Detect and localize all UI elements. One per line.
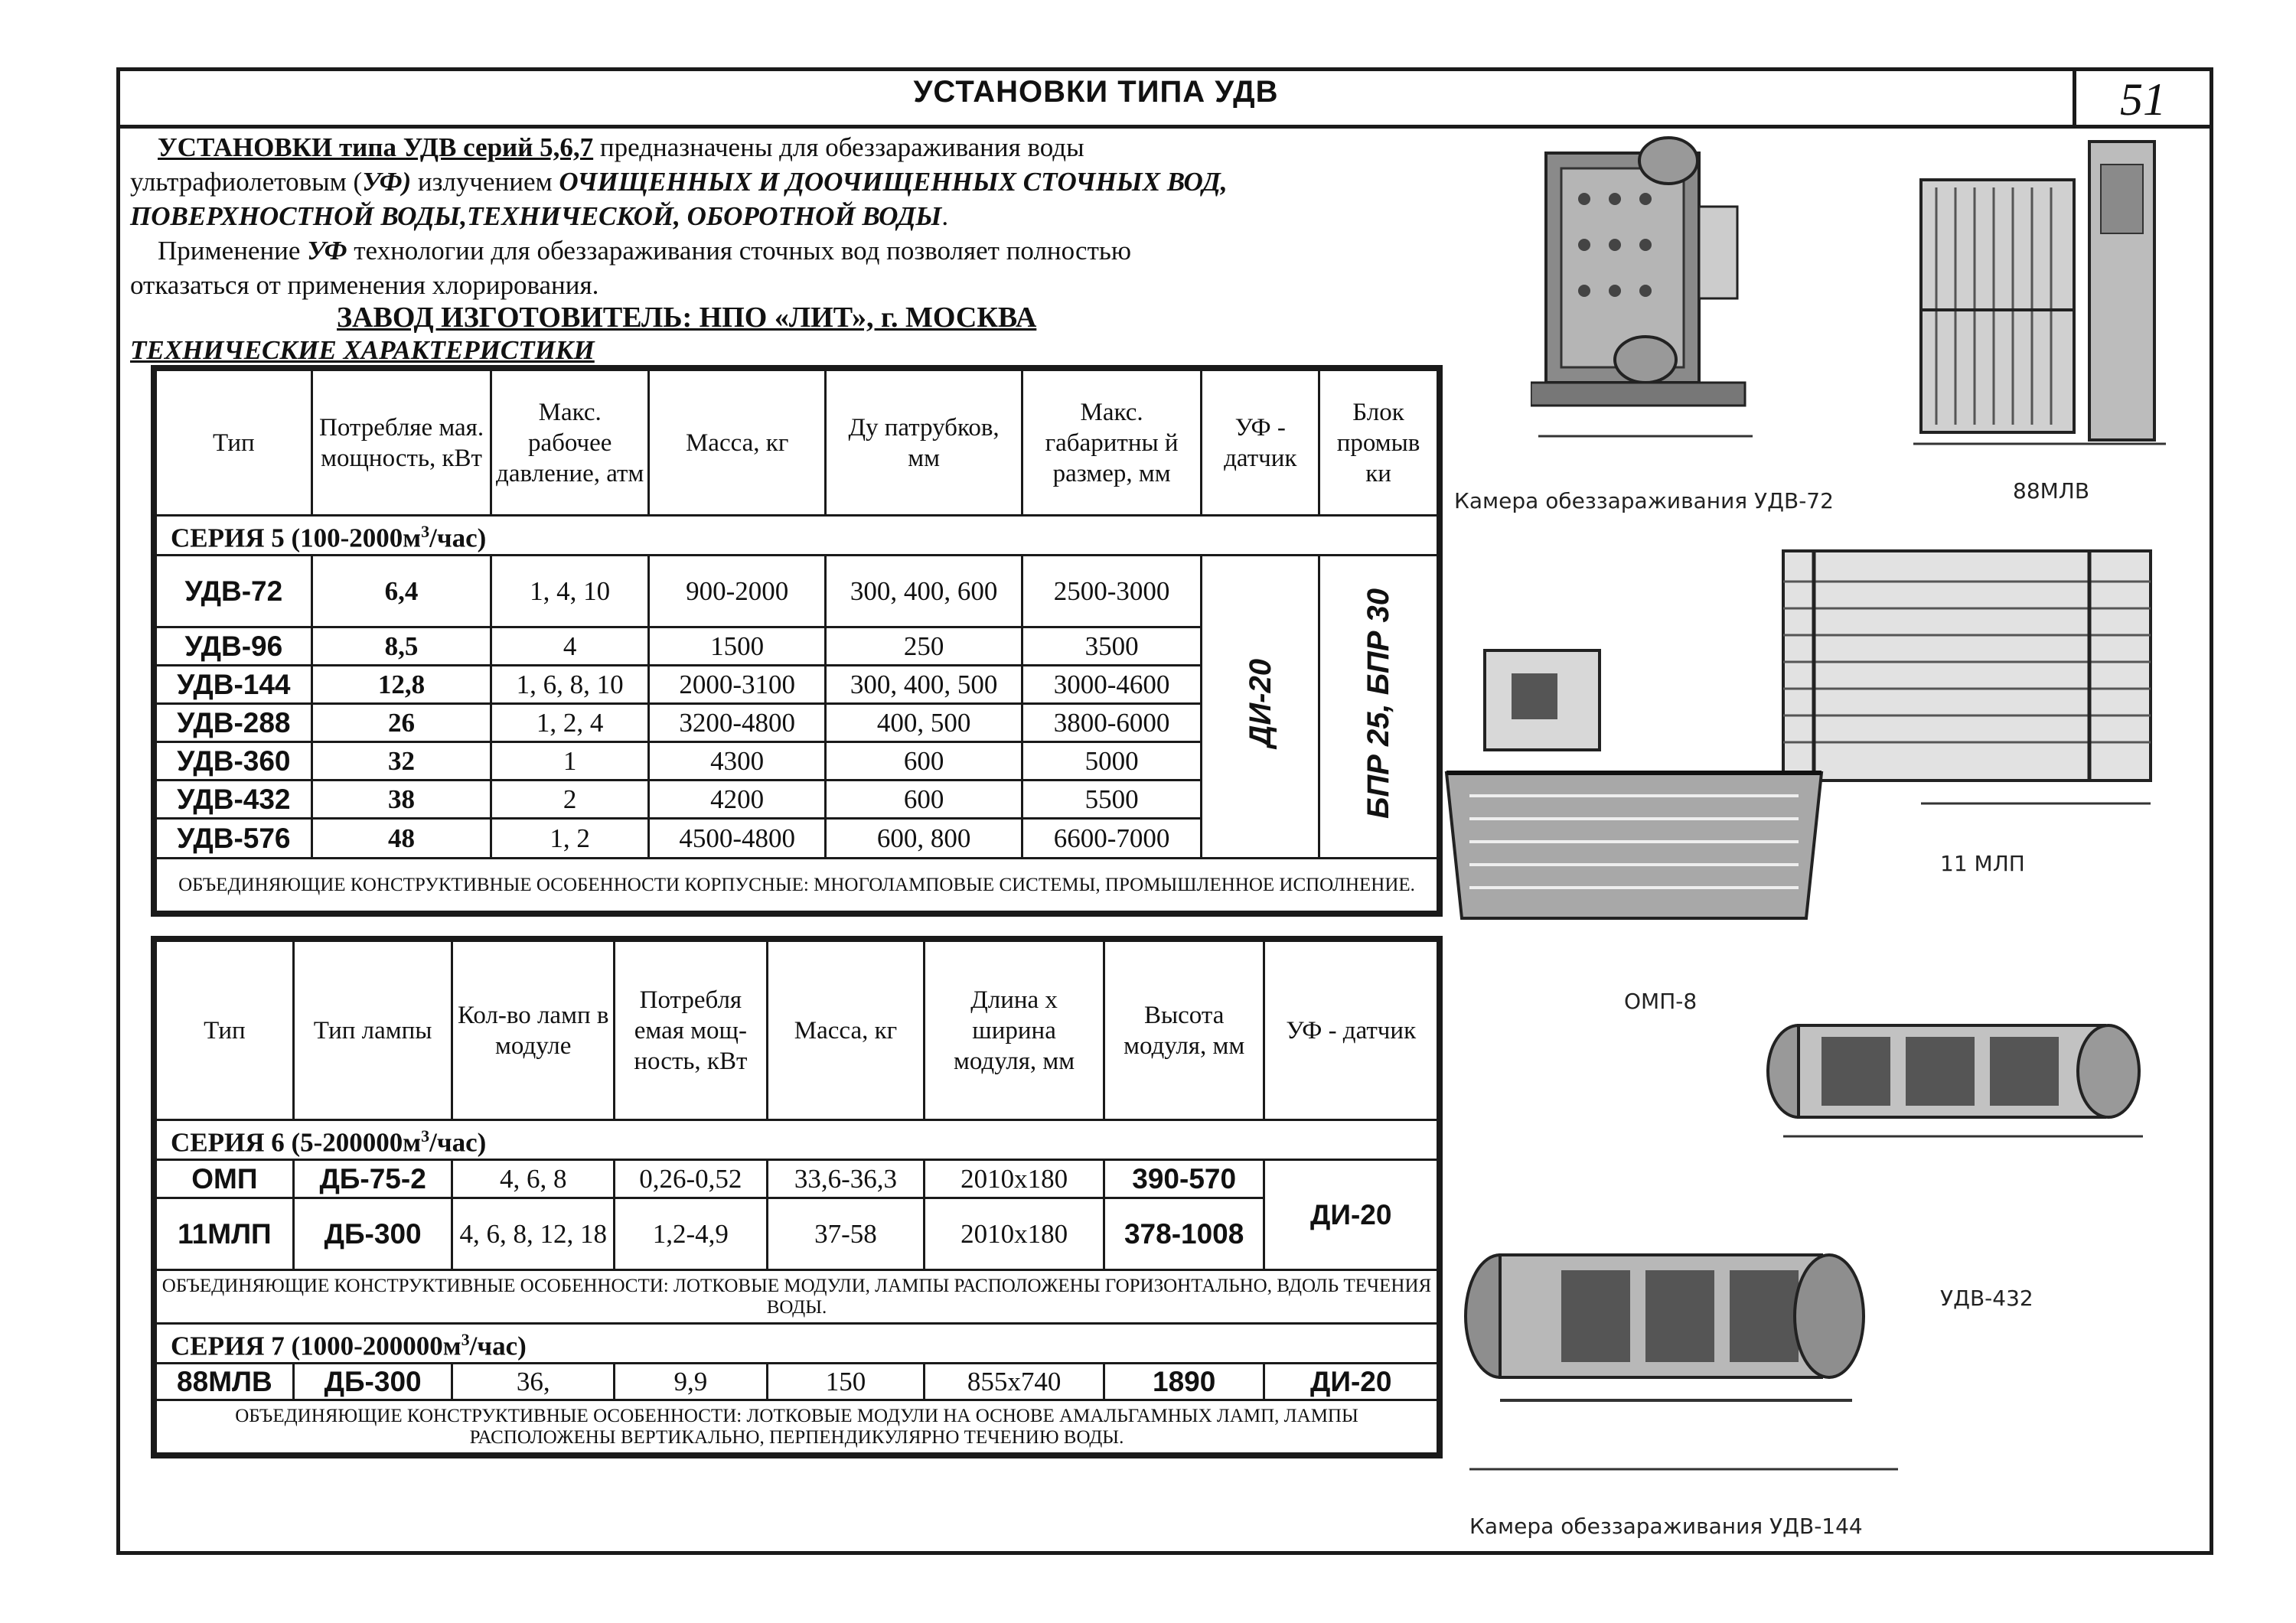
series6-sup: 3 <box>421 1126 430 1146</box>
t2-header: Кол-во ламп в модуле <box>452 941 615 1120</box>
cell-type: 88МЛВ <box>156 1364 294 1400</box>
cell-wash-unit <box>1319 556 1438 859</box>
cell-size: 3500 <box>1022 627 1202 666</box>
cell-power: 26 <box>311 704 491 742</box>
cell-power: 1,2-4,9 <box>614 1198 767 1270</box>
cell-pressure: 1, 6, 8, 10 <box>491 666 649 704</box>
cell-pressure: 1, 4, 10 <box>491 556 649 627</box>
cell-power: 8,5 <box>311 627 491 666</box>
cell-lamp-type: ДБ-75-2 <box>293 1160 452 1198</box>
table-row <box>156 1198 1438 1270</box>
cell-mass: 2000-3100 <box>649 666 826 704</box>
t1-header: Потребляе мая. мощность, кВт <box>311 370 491 516</box>
intro-text-c: излучением <box>411 167 559 197</box>
intro-end: . <box>941 201 949 231</box>
intro-emph-1: ОЧИЩЕННЫХ И ДООЧИЩЕННЫХ СТОЧНЫХ ВОД, <box>559 167 1228 197</box>
cell-mass: 4200 <box>649 781 826 819</box>
cell-type: УДВ-288 <box>156 704 312 742</box>
t1-header: Тип <box>156 370 312 516</box>
series5-sup: 3 <box>421 522 430 542</box>
cell-type: УДВ-576 <box>156 819 312 859</box>
cell-type: УДВ-96 <box>156 627 312 666</box>
photo-udv432 <box>1760 995 2158 1148</box>
page-title: УСТАНОВКИ ТИПА УДВ <box>913 75 1279 109</box>
tech-specs-heading: ТЕХНИЧЕСКИЕ ХАРАКТЕРИСТИКИ <box>130 335 595 365</box>
cell-du: 300, 400, 500 <box>826 666 1022 704</box>
intro-p2-b: технологии для обеззараживания сточных вод позволяет полностью <box>347 236 1131 266</box>
intro-text-a: предназначены для обеззараживания воды <box>593 132 1084 162</box>
cell-power: 9,9 <box>614 1364 767 1400</box>
cell-mass: 900-2000 <box>649 556 826 627</box>
series5-label-text: СЕРИЯ 5 (100-2000м <box>171 523 422 553</box>
cell-sensor: ДИ-20 <box>1264 1160 1438 1270</box>
cell-type: УДВ-360 <box>156 742 312 781</box>
cell-module-size: 2010x180 <box>925 1160 1104 1198</box>
cell-size: 2500-3000 <box>1022 556 1202 627</box>
cell-size: 5000 <box>1022 742 1202 781</box>
cell-power: 48 <box>311 819 491 859</box>
t2-header: Длина х ширина модуля, мм <box>925 941 1104 1120</box>
t2-header: Тип лампы <box>293 941 452 1120</box>
cell-module-size: 2010x180 <box>925 1198 1104 1270</box>
t2-header: Потребля емая мощ- ность, кВт <box>614 941 767 1120</box>
cell-sensor: ДИ-20 <box>1264 1364 1438 1400</box>
t1-header: Макс. габаритны й размер, мм <box>1022 370 1202 516</box>
cell-du: 600 <box>826 742 1022 781</box>
cell-module-size: 855x740 <box>925 1364 1104 1400</box>
photo-omp8 <box>1439 643 1837 949</box>
t2-header: Масса, кг <box>767 941 925 1120</box>
cell-pressure: 1, 2, 4 <box>491 704 649 742</box>
table1-header-row <box>156 370 1438 516</box>
cell-du: 600 <box>826 781 1022 819</box>
series5-label <box>156 516 1438 556</box>
cell-lamp-count: 4, 6, 8, 12, 18 <box>452 1198 615 1270</box>
cell-mass: 37-58 <box>767 1198 925 1270</box>
caption-11mlp: 11 МЛП <box>1940 851 2025 876</box>
cell-mass: 4500-4800 <box>649 819 826 859</box>
cell-size: 5500 <box>1022 781 1202 819</box>
photo-88mlv <box>1913 134 2166 448</box>
cell-du: 600, 800 <box>826 819 1022 859</box>
cell-du: 250 <box>826 627 1022 666</box>
intro-p2-uf: УФ <box>307 236 347 266</box>
series6-tail: /час) <box>429 1127 487 1158</box>
series6-label-text: СЕРИЯ 6 (5-200000м <box>171 1127 422 1158</box>
intro-emph-2: ПОВЕРХНОСТНОЙ ВОДЫ,ТЕХНИЧЕСКОЙ, ОБОРОТНОЙ ВОДЫ <box>130 201 942 231</box>
cell-pressure: 1 <box>491 742 649 781</box>
cell-size: 3000-4600 <box>1022 666 1202 704</box>
photo-udv144 <box>1454 1224 1898 1477</box>
series7-note: ОБЪЕДИНЯЮЩИЕ КОНСТРУКТИВНЫЕ ОСОБЕННОСТИ: ЛОТКОВЫЕ МОДУЛИ НА ОСНОВЕ АМАЛЬГАМНЫХ ЛАМП, ЛАМПЫ РАСПОЛОЖЕНЫ ВЕРТИКАЛЬНО, ПЕРПЕНДИКУЛЯРНО ТЕЧЕНИЮ ВОДЫ. <box>156 1400 1438 1454</box>
caption-udv432: УДВ-432 <box>1940 1286 2033 1311</box>
t1-header: Масса, кг <box>649 370 826 516</box>
table-row <box>156 556 1438 627</box>
cell-mass: 150 <box>767 1364 925 1400</box>
series7-sup: 3 <box>461 1330 470 1350</box>
cell-size: 3800-6000 <box>1022 704 1202 742</box>
series6-label <box>156 1120 1438 1160</box>
intro-p2-c: отказаться от применения хлорирования. <box>130 270 599 300</box>
caption-udv72: Камера обеззараживания УДВ-72 <box>1454 488 1834 513</box>
series6-7-table <box>155 940 1439 1455</box>
cell-pressure: 2 <box>491 781 649 819</box>
series5-table <box>155 369 1439 913</box>
cell-power: 32 <box>311 742 491 781</box>
cell-power: 12,8 <box>311 666 491 704</box>
table2-header-row <box>156 941 1438 1120</box>
cell-type: УДВ-432 <box>156 781 312 819</box>
series7-tail: /час) <box>469 1331 527 1361</box>
caption-88mlv: 88МЛВ <box>2013 478 2090 504</box>
cell-module-height: 378-1008 <box>1104 1198 1264 1270</box>
t1-header: Ду патрубков, мм <box>826 370 1022 516</box>
cell-lamp-type: ДБ-300 <box>293 1198 452 1270</box>
caption-udv144: Камера обеззараживания УДВ-144 <box>1469 1514 1863 1539</box>
sensor-vertical-text: ДИ-20 <box>1243 659 1277 748</box>
cell-lamp-type: ДБ-300 <box>293 1364 452 1400</box>
table-row <box>156 1364 1438 1400</box>
caption-omp8: ОМП-8 <box>1624 989 1698 1014</box>
cell-power: 0,26-0,52 <box>614 1160 767 1198</box>
t1-header: Блок промыв ки <box>1319 370 1438 516</box>
cell-mass: 4300 <box>649 742 826 781</box>
series7-label-text: СЕРИЯ 7 (1000-200000м <box>171 1331 461 1361</box>
photo-udv72 <box>1531 130 1760 451</box>
series5-note: ОБЪЕДИНЯЮЩИЕ КОНСТРУКТИВНЫЕ ОСОБЕННОСТИ КОРПУСНЫЕ: МНОГОЛАМПОВЫЕ СИСТЕМЫ, ПРОМЫШЛЕННОЕ ИСПОЛНЕНИЕ. <box>156 859 1438 912</box>
series5-tail: /час) <box>429 523 487 553</box>
cell-size: 6600-7000 <box>1022 819 1202 859</box>
t1-header: Макс. рабочее давление, атм <box>491 370 649 516</box>
intro-lead: УСТАНОВКИ типа УДВ серий 5,6,7 <box>158 132 594 162</box>
intro-p2-a: Применение <box>158 236 308 266</box>
intro-uf: УФ) <box>362 167 412 197</box>
cell-module-height: 1890 <box>1104 1364 1264 1400</box>
wash-unit-vertical-text: БПР 25, БПР 30 <box>1362 588 1396 819</box>
intro-text <box>130 130 1324 302</box>
cell-du: 300, 400, 600 <box>826 556 1022 627</box>
cell-pressure: 4 <box>491 627 649 666</box>
t1-header: УФ - датчик <box>1202 370 1319 516</box>
t2-header: Тип <box>156 941 294 1120</box>
series7-label <box>156 1324 1438 1364</box>
cell-type: 11МЛП <box>156 1198 294 1270</box>
cell-pressure: 1, 2 <box>491 819 649 859</box>
cell-mass: 3200-4800 <box>649 704 826 742</box>
intro-text-b: ультрафиолетовым ( <box>130 167 363 197</box>
cell-type: ОМП <box>156 1160 294 1198</box>
t2-header: УФ - датчик <box>1264 941 1438 1120</box>
series6-note: ОБЪЕДИНЯЮЩИЕ КОНСТРУКТИВНЫЕ ОСОБЕННОСТИ: ЛОТКОВЫЕ МОДУЛИ, ЛАМПЫ РАСПОЛОЖЕНЫ ГОРИЗОНТАЛЬНО, ВДОЛЬ ТЕЧЕНИЯ ВОДЫ. <box>156 1270 1438 1324</box>
manufacturer-heading: ЗАВОД ИЗГОТОВИТЕЛЬ: НПО «ЛИТ», г. МОСКВА <box>337 301 1037 334</box>
cell-mass: 1500 <box>649 627 826 666</box>
cell-lamp-count: 36, <box>452 1364 615 1400</box>
cell-mass: 33,6-36,3 <box>767 1160 925 1198</box>
cell-lamp-count: 4, 6, 8 <box>452 1160 615 1198</box>
cell-type: УДВ-144 <box>156 666 312 704</box>
cell-power: 6,4 <box>311 556 491 627</box>
t2-header: Высота модуля, мм <box>1104 941 1264 1120</box>
cell-power: 38 <box>311 781 491 819</box>
cell-type: УДВ-72 <box>156 556 312 627</box>
page-number: 51 <box>2120 74 2166 125</box>
cell-sensor <box>1202 556 1319 859</box>
cell-du: 400, 500 <box>826 704 1022 742</box>
table-row <box>156 1160 1438 1198</box>
cell-module-height: 390-570 <box>1104 1160 1264 1198</box>
